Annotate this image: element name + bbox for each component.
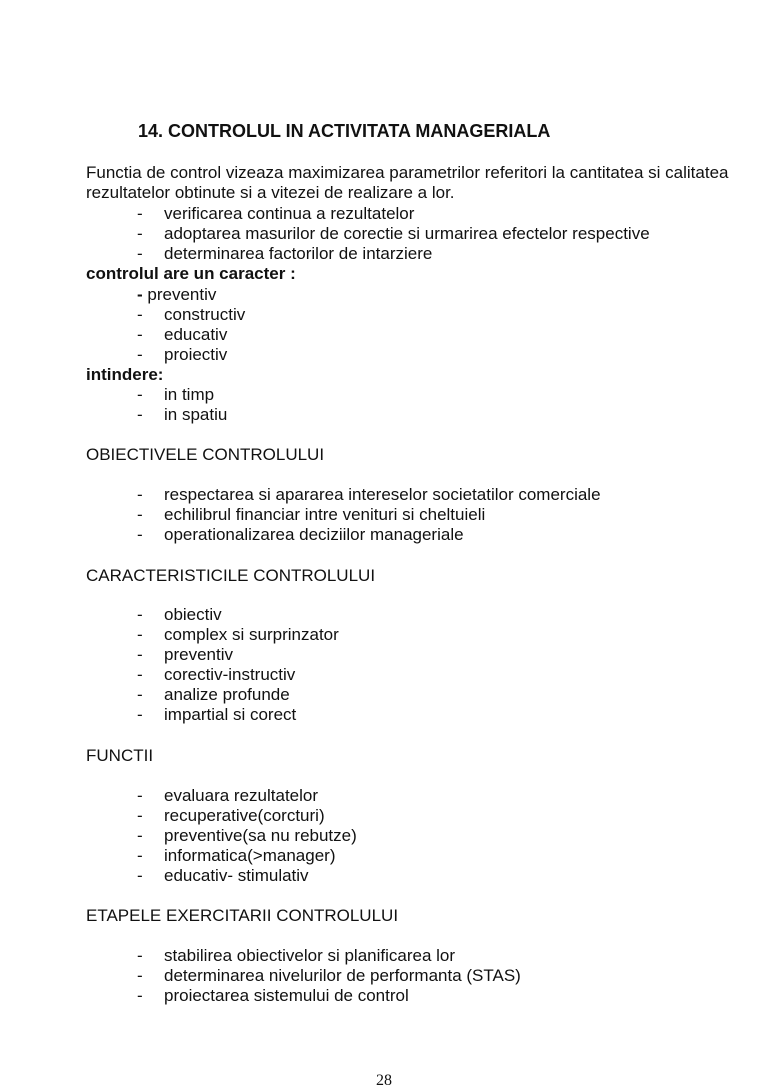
list-item: - determinarea nivelurilor de performanta (STAS) xyxy=(137,966,521,985)
list-item: - educativ xyxy=(137,325,228,344)
functii-list xyxy=(0,786,768,886)
list-item: - in timp xyxy=(137,385,215,404)
etape-heading: ETAPELE EXERCITARII CONTROLULUI xyxy=(86,906,399,925)
list-item: - adoptarea masurilor de corectie si urmarirea efectelor respective xyxy=(137,224,650,243)
etape-list xyxy=(0,946,768,1006)
list-item: - determinarea factorilor de intarziere xyxy=(137,244,433,263)
functii-heading: FUNCTII xyxy=(86,746,154,765)
list-item: - obiectiv xyxy=(137,605,222,624)
list-item: - corectiv-instructiv xyxy=(137,665,296,684)
list-item: - impartial si corect xyxy=(137,705,297,724)
list-item: - recuperative(corcturi) xyxy=(137,806,325,825)
list-item: - analize profunde xyxy=(137,685,290,704)
intindere-heading: intindere: xyxy=(86,365,164,384)
obiective-list xyxy=(0,485,768,545)
list-item: - constructiv xyxy=(137,305,246,324)
intro-paragraph: Functia de control vizeaza maximizarea parametrilor referitori la cantitatea si calitatea rezultatelor obtinute si a vitezei de realizare a lor. xyxy=(86,163,729,202)
caracter-first-item: - preventiv xyxy=(137,285,217,304)
list-item: - educativ- stimulativ xyxy=(137,866,309,885)
list-item: - preventive(sa nu rebutze) xyxy=(137,826,357,845)
intro-list xyxy=(0,204,768,264)
list-item: - complex si surprinzator xyxy=(137,625,339,644)
list-item: - verificarea continua a rezultatelor xyxy=(137,204,415,223)
list-item: - evaluara rezultatelor xyxy=(137,786,319,805)
obiective-heading: OBIECTIVELE CONTROLULUI xyxy=(86,445,325,464)
list-item: - echilibrul financiar intre venituri si cheltuieli xyxy=(137,505,486,524)
list-item: - informatica(>manager) xyxy=(137,846,336,865)
intindere-list xyxy=(0,385,768,425)
caracter-heading: controlul are un caracter : xyxy=(86,264,296,283)
list-item: - proiectarea sistemului de control xyxy=(137,986,409,1005)
list-item: - proiectiv xyxy=(137,345,228,364)
list-item: - in spatiu xyxy=(137,405,228,424)
list-item: - respectarea si apararea intereselor societatilor comerciale xyxy=(137,485,601,504)
list-item: - operationalizarea deciziilor manageriale xyxy=(137,525,464,544)
caracteristici-list xyxy=(0,605,768,725)
caracter-list xyxy=(0,305,768,365)
caracteristici-heading: CARACTERISTICILE CONTROLULUI xyxy=(86,566,376,585)
list-item: - preventiv xyxy=(137,645,233,664)
list-item: - stabilirea obiectivelor si planificarea lor xyxy=(137,946,456,965)
page-number: 28 xyxy=(376,1072,392,1089)
page-title: 14. CONTROLUL IN ACTIVITATA MANAGERIALA xyxy=(138,121,551,141)
